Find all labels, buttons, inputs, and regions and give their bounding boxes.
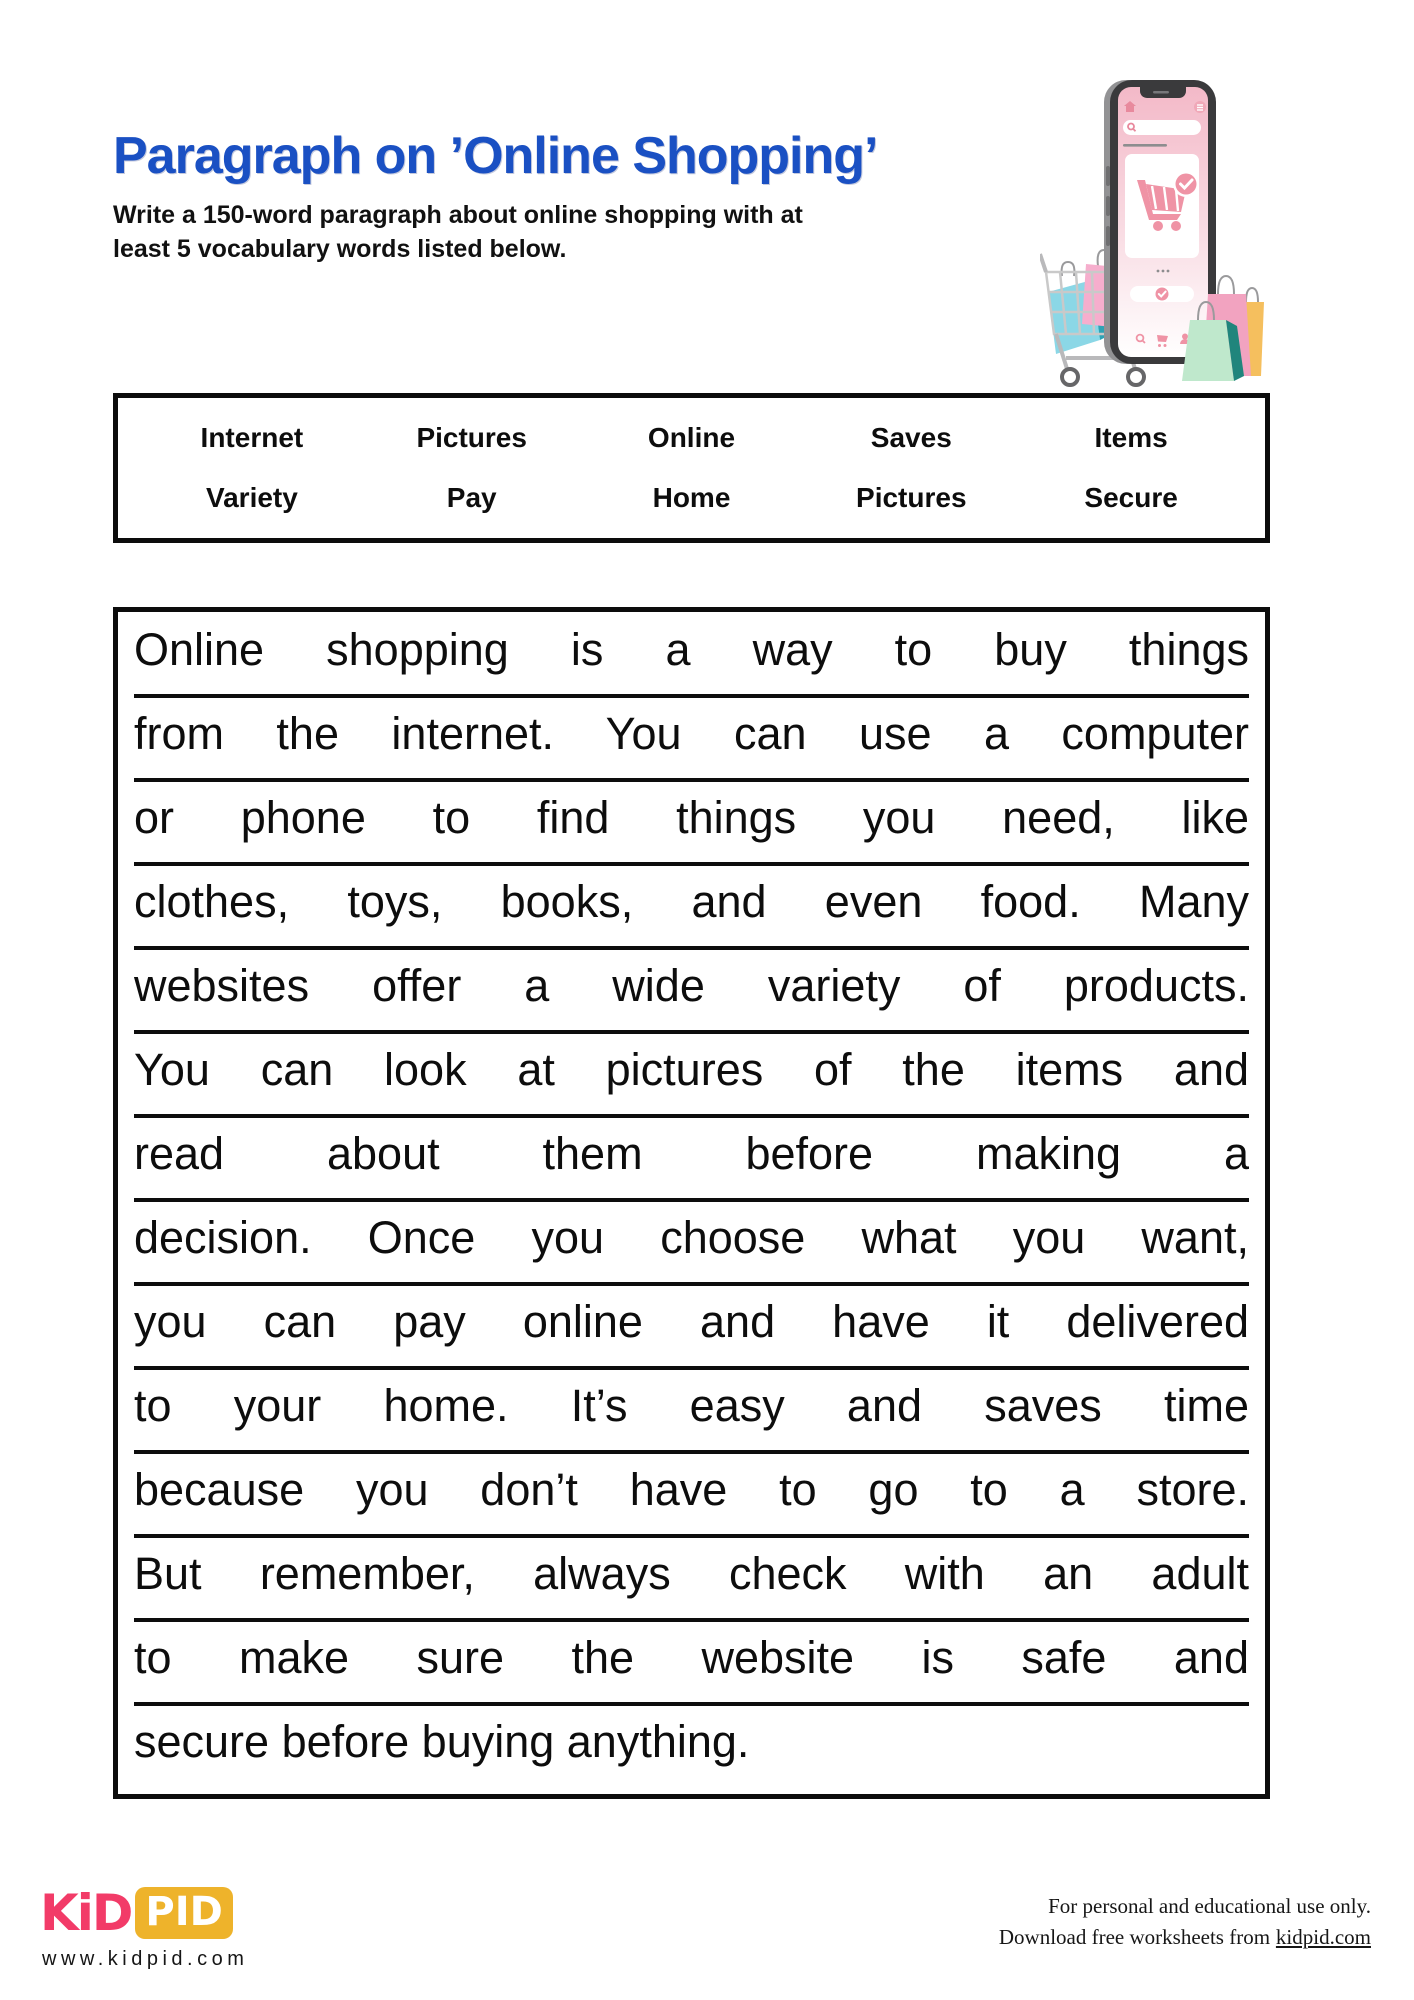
vocabulary-word: Pay xyxy=(446,482,497,513)
vocabulary-word: Saves xyxy=(870,422,952,453)
confirm-button-illustration xyxy=(1130,286,1194,302)
vocabulary-word: Items xyxy=(1094,422,1168,453)
online-shopping-illustration xyxy=(1040,74,1268,394)
cart-wheel-icon xyxy=(1128,369,1144,385)
cart-check-card xyxy=(1125,154,1199,258)
kidpid-link[interactable]: kidpid.com xyxy=(1275,1925,1371,1949)
download-note-prefix: Download free worksheets from xyxy=(998,1925,1271,1949)
paragraph-line: secure before buying anything. xyxy=(134,1706,1249,1786)
search-bar xyxy=(1123,120,1201,135)
paragraph-line: to your home. It’s easy and saves time xyxy=(134,1370,1249,1454)
usage-note: For personal and educational use only. xyxy=(1048,1894,1371,1918)
instructions-line-2: least 5 vocabulary words listed below. xyxy=(113,235,567,263)
kidpid-logo xyxy=(40,1884,233,1942)
instructions-line-1: Write a 150-word paragraph about online shopping with at xyxy=(113,201,803,229)
vocabulary-word: Pictures xyxy=(856,482,967,513)
logo-pid-badge: PID xyxy=(135,1887,232,1939)
vocabulary-word: Secure xyxy=(1084,482,1178,513)
paragraph-line: from the internet. You can use a computer xyxy=(134,698,1249,782)
paragraph-line: you can pay online and have it delivered xyxy=(134,1286,1249,1370)
paragraph-box xyxy=(113,607,1270,1799)
paragraph-line: You can look at pictures of the items and xyxy=(134,1034,1249,1118)
paragraph-line: because you don’t have to go to a store. xyxy=(134,1454,1249,1538)
paragraph-line: websites offer a wide variety of products. xyxy=(134,950,1249,1034)
paragraph-line: read about them before making a xyxy=(134,1118,1249,1202)
paragraph-line: decision. Once you choose what you want, xyxy=(134,1202,1249,1286)
page-title: Paragraph on ’Online Shopping’ xyxy=(113,127,878,185)
vocabulary-word: Internet xyxy=(200,422,304,453)
website-url: www.kidpid.com xyxy=(42,1948,249,1970)
vocabulary-word: Home xyxy=(652,482,731,513)
paragraph-line: or phone to find things you need, like xyxy=(134,782,1249,866)
paragraph-line: to make sure the website is safe and xyxy=(134,1622,1249,1706)
cart-wheel-icon xyxy=(1062,369,1078,385)
vocabulary-word: Pictures xyxy=(416,422,527,453)
paragraph-line: Online shopping is a way to buy things xyxy=(134,614,1249,698)
vocabulary-box xyxy=(113,393,1270,543)
logo-kid-text: KiD xyxy=(40,1884,132,1942)
pager-dots-icon xyxy=(1157,270,1170,273)
check-badge-icon xyxy=(1173,171,1199,197)
menu-icon xyxy=(1194,101,1206,113)
vocabulary-word: Variety xyxy=(205,482,298,513)
instructions xyxy=(113,198,813,266)
paragraph-line: clothes, toys, books, and even food. Many xyxy=(134,866,1249,950)
paragraph-line: But remember, always check with an adult xyxy=(134,1538,1249,1622)
download-note xyxy=(999,1922,1371,1953)
vocabulary-word: Online xyxy=(647,422,736,453)
footer-note xyxy=(999,1891,1371,1953)
